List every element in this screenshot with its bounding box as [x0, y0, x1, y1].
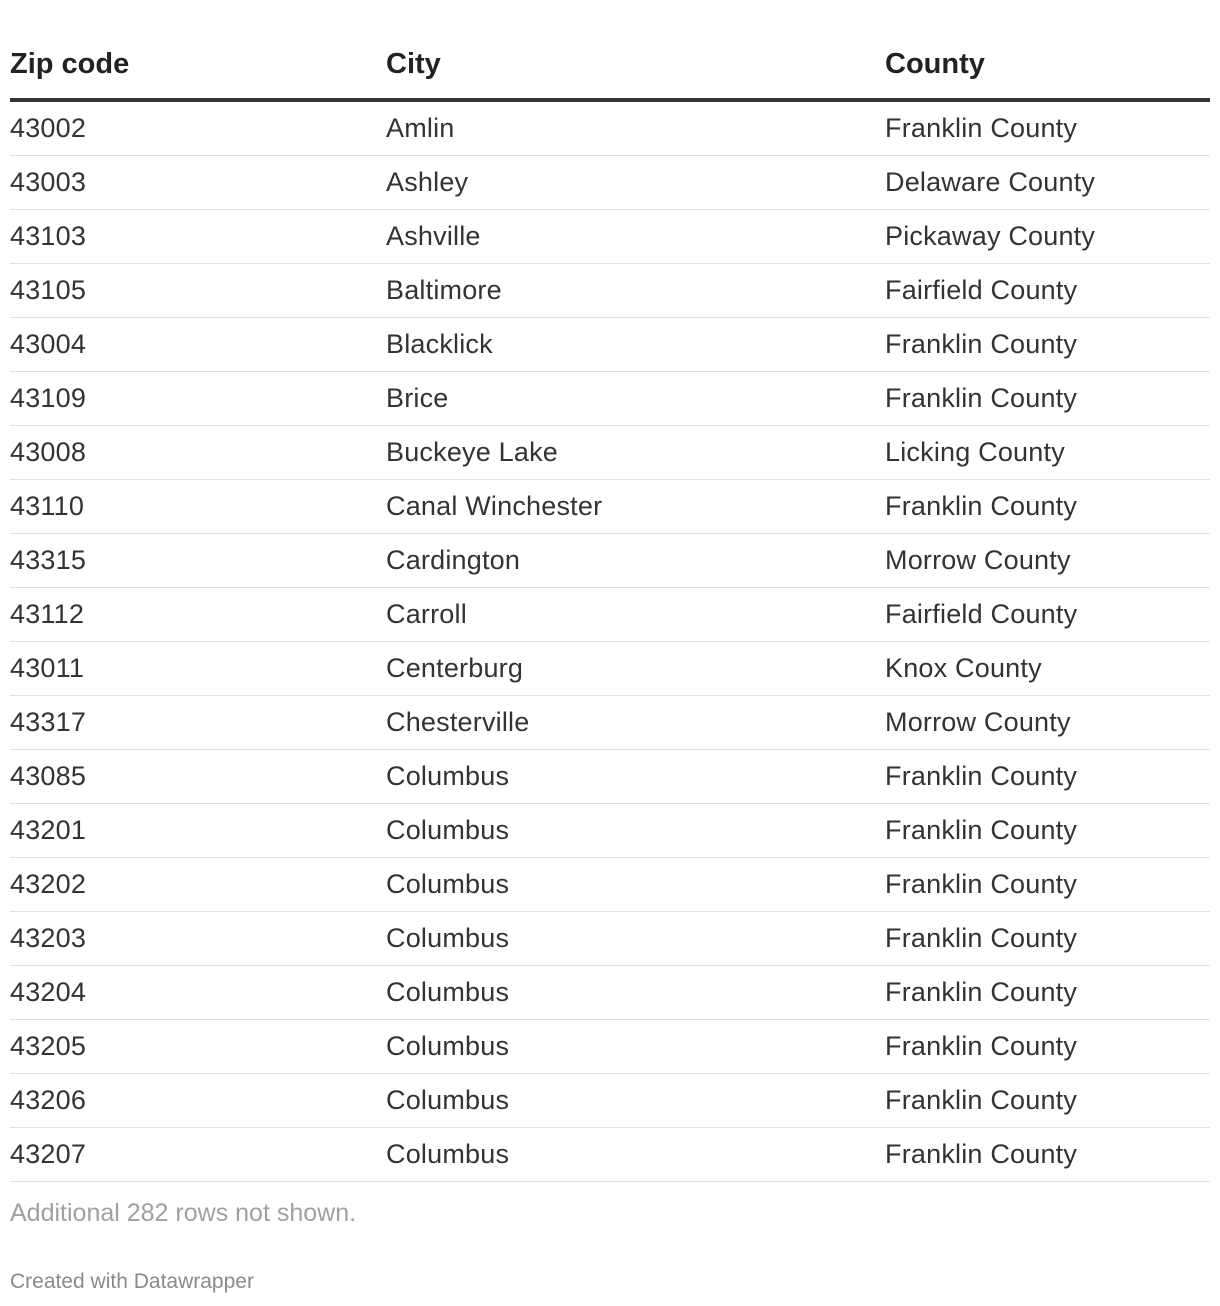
zip-code-cell: 43204 [10, 977, 87, 1007]
zip-code-cell: 43011 [10, 653, 85, 683]
county-cell: Franklin County [885, 1139, 1078, 1169]
table-row [10, 372, 1210, 426]
zip-code-cell: 43201 [10, 815, 87, 845]
county-cell: Franklin County [885, 761, 1078, 791]
rows-not-shown-note: Additional 282 rows not shown. [10, 1199, 357, 1227]
city-cell: Columbus [386, 923, 510, 953]
table-row [10, 750, 1210, 804]
county-cell: Morrow County [885, 707, 1071, 737]
zip-code-cell: 43003 [10, 167, 87, 197]
city-cell: Amlin [386, 113, 455, 143]
county-cell: Franklin County [885, 869, 1078, 899]
datawrapper-credit[interactable]: Created with Datawrapper [10, 1270, 254, 1293]
zip-code-cell: 43002 [10, 113, 87, 143]
county-cell: Franklin County [885, 1085, 1078, 1115]
county-cell: Franklin County [885, 815, 1078, 845]
table-row [10, 426, 1210, 480]
county-cell: Morrow County [885, 545, 1071, 575]
table-row [10, 804, 1210, 858]
zip-code-cell: 43317 [10, 707, 87, 737]
column-header-zip-code[interactable]: Zip code [10, 48, 130, 80]
city-cell: Centerburg [386, 653, 524, 683]
zip-code-cell: 43004 [10, 329, 87, 359]
city-cell: Chesterville [386, 707, 530, 737]
city-cell: Carroll [386, 599, 467, 629]
table-row [10, 102, 1210, 156]
county-cell: Delaware County [885, 167, 1096, 197]
table-row [10, 210, 1210, 264]
zip-code-cell: 43110 [10, 491, 85, 521]
city-cell: Columbus [386, 761, 510, 791]
county-cell: Franklin County [885, 113, 1078, 143]
city-cell: Columbus [386, 815, 510, 845]
table-row [10, 1074, 1210, 1128]
table-row [10, 1128, 1210, 1182]
zip-code-cell: 43008 [10, 437, 87, 467]
county-cell: Franklin County [885, 1031, 1078, 1061]
city-cell: Columbus [386, 869, 510, 899]
city-cell: Columbus [386, 1085, 510, 1115]
column-header-county[interactable]: County [885, 48, 985, 80]
table-row [10, 966, 1210, 1020]
county-cell: Franklin County [885, 491, 1078, 521]
city-cell: Columbus [386, 1139, 510, 1169]
table-body [10, 102, 1210, 1182]
table-row [10, 264, 1210, 318]
city-cell: Blacklick [386, 329, 493, 359]
zip-code-cell: 43105 [10, 275, 87, 305]
county-cell: Licking County [885, 437, 1065, 467]
city-cell: Cardington [386, 545, 521, 575]
table-row [10, 480, 1210, 534]
table-header-row [10, 0, 1210, 102]
table-row [10, 534, 1210, 588]
table-row [10, 696, 1210, 750]
county-cell: Franklin County [885, 383, 1078, 413]
table-row [10, 156, 1210, 210]
zip-code-cell: 43085 [10, 761, 87, 791]
table-row [10, 912, 1210, 966]
zip-code-cell: 43207 [10, 1139, 87, 1169]
city-cell: Brice [386, 383, 449, 413]
city-cell: Columbus [386, 977, 510, 1007]
county-cell: Fairfield County [885, 275, 1078, 305]
table-row [10, 1020, 1210, 1074]
zip-code-cell: 43315 [10, 545, 87, 575]
table-row [10, 858, 1210, 912]
county-cell: Franklin County [885, 977, 1078, 1007]
data-table [10, 0, 1210, 1182]
zip-code-cell: 43206 [10, 1085, 87, 1115]
zip-code-cell: 43103 [10, 221, 87, 251]
city-cell: Ashley [386, 167, 469, 197]
zip-code-cell: 43205 [10, 1031, 87, 1061]
zip-code-cell: 43203 [10, 923, 87, 953]
city-cell: Columbus [386, 1031, 510, 1061]
table-row [10, 318, 1210, 372]
county-cell: Franklin County [885, 923, 1078, 953]
city-cell: Baltimore [386, 275, 502, 305]
city-cell: Buckeye Lake [386, 437, 559, 467]
county-cell: Knox County [885, 653, 1042, 683]
city-cell: Canal Winchester [386, 491, 603, 521]
county-cell: Pickaway County [885, 221, 1096, 251]
table-row [10, 642, 1210, 696]
county-cell: Franklin County [885, 329, 1078, 359]
zip-code-cell: 43109 [10, 383, 87, 413]
zip-code-cell: 43112 [10, 599, 85, 629]
city-cell: Ashville [386, 221, 481, 251]
table-row [10, 588, 1210, 642]
county-cell: Fairfield County [885, 599, 1078, 629]
zip-code-cell: 43202 [10, 869, 87, 899]
column-header-city[interactable]: City [386, 48, 441, 80]
